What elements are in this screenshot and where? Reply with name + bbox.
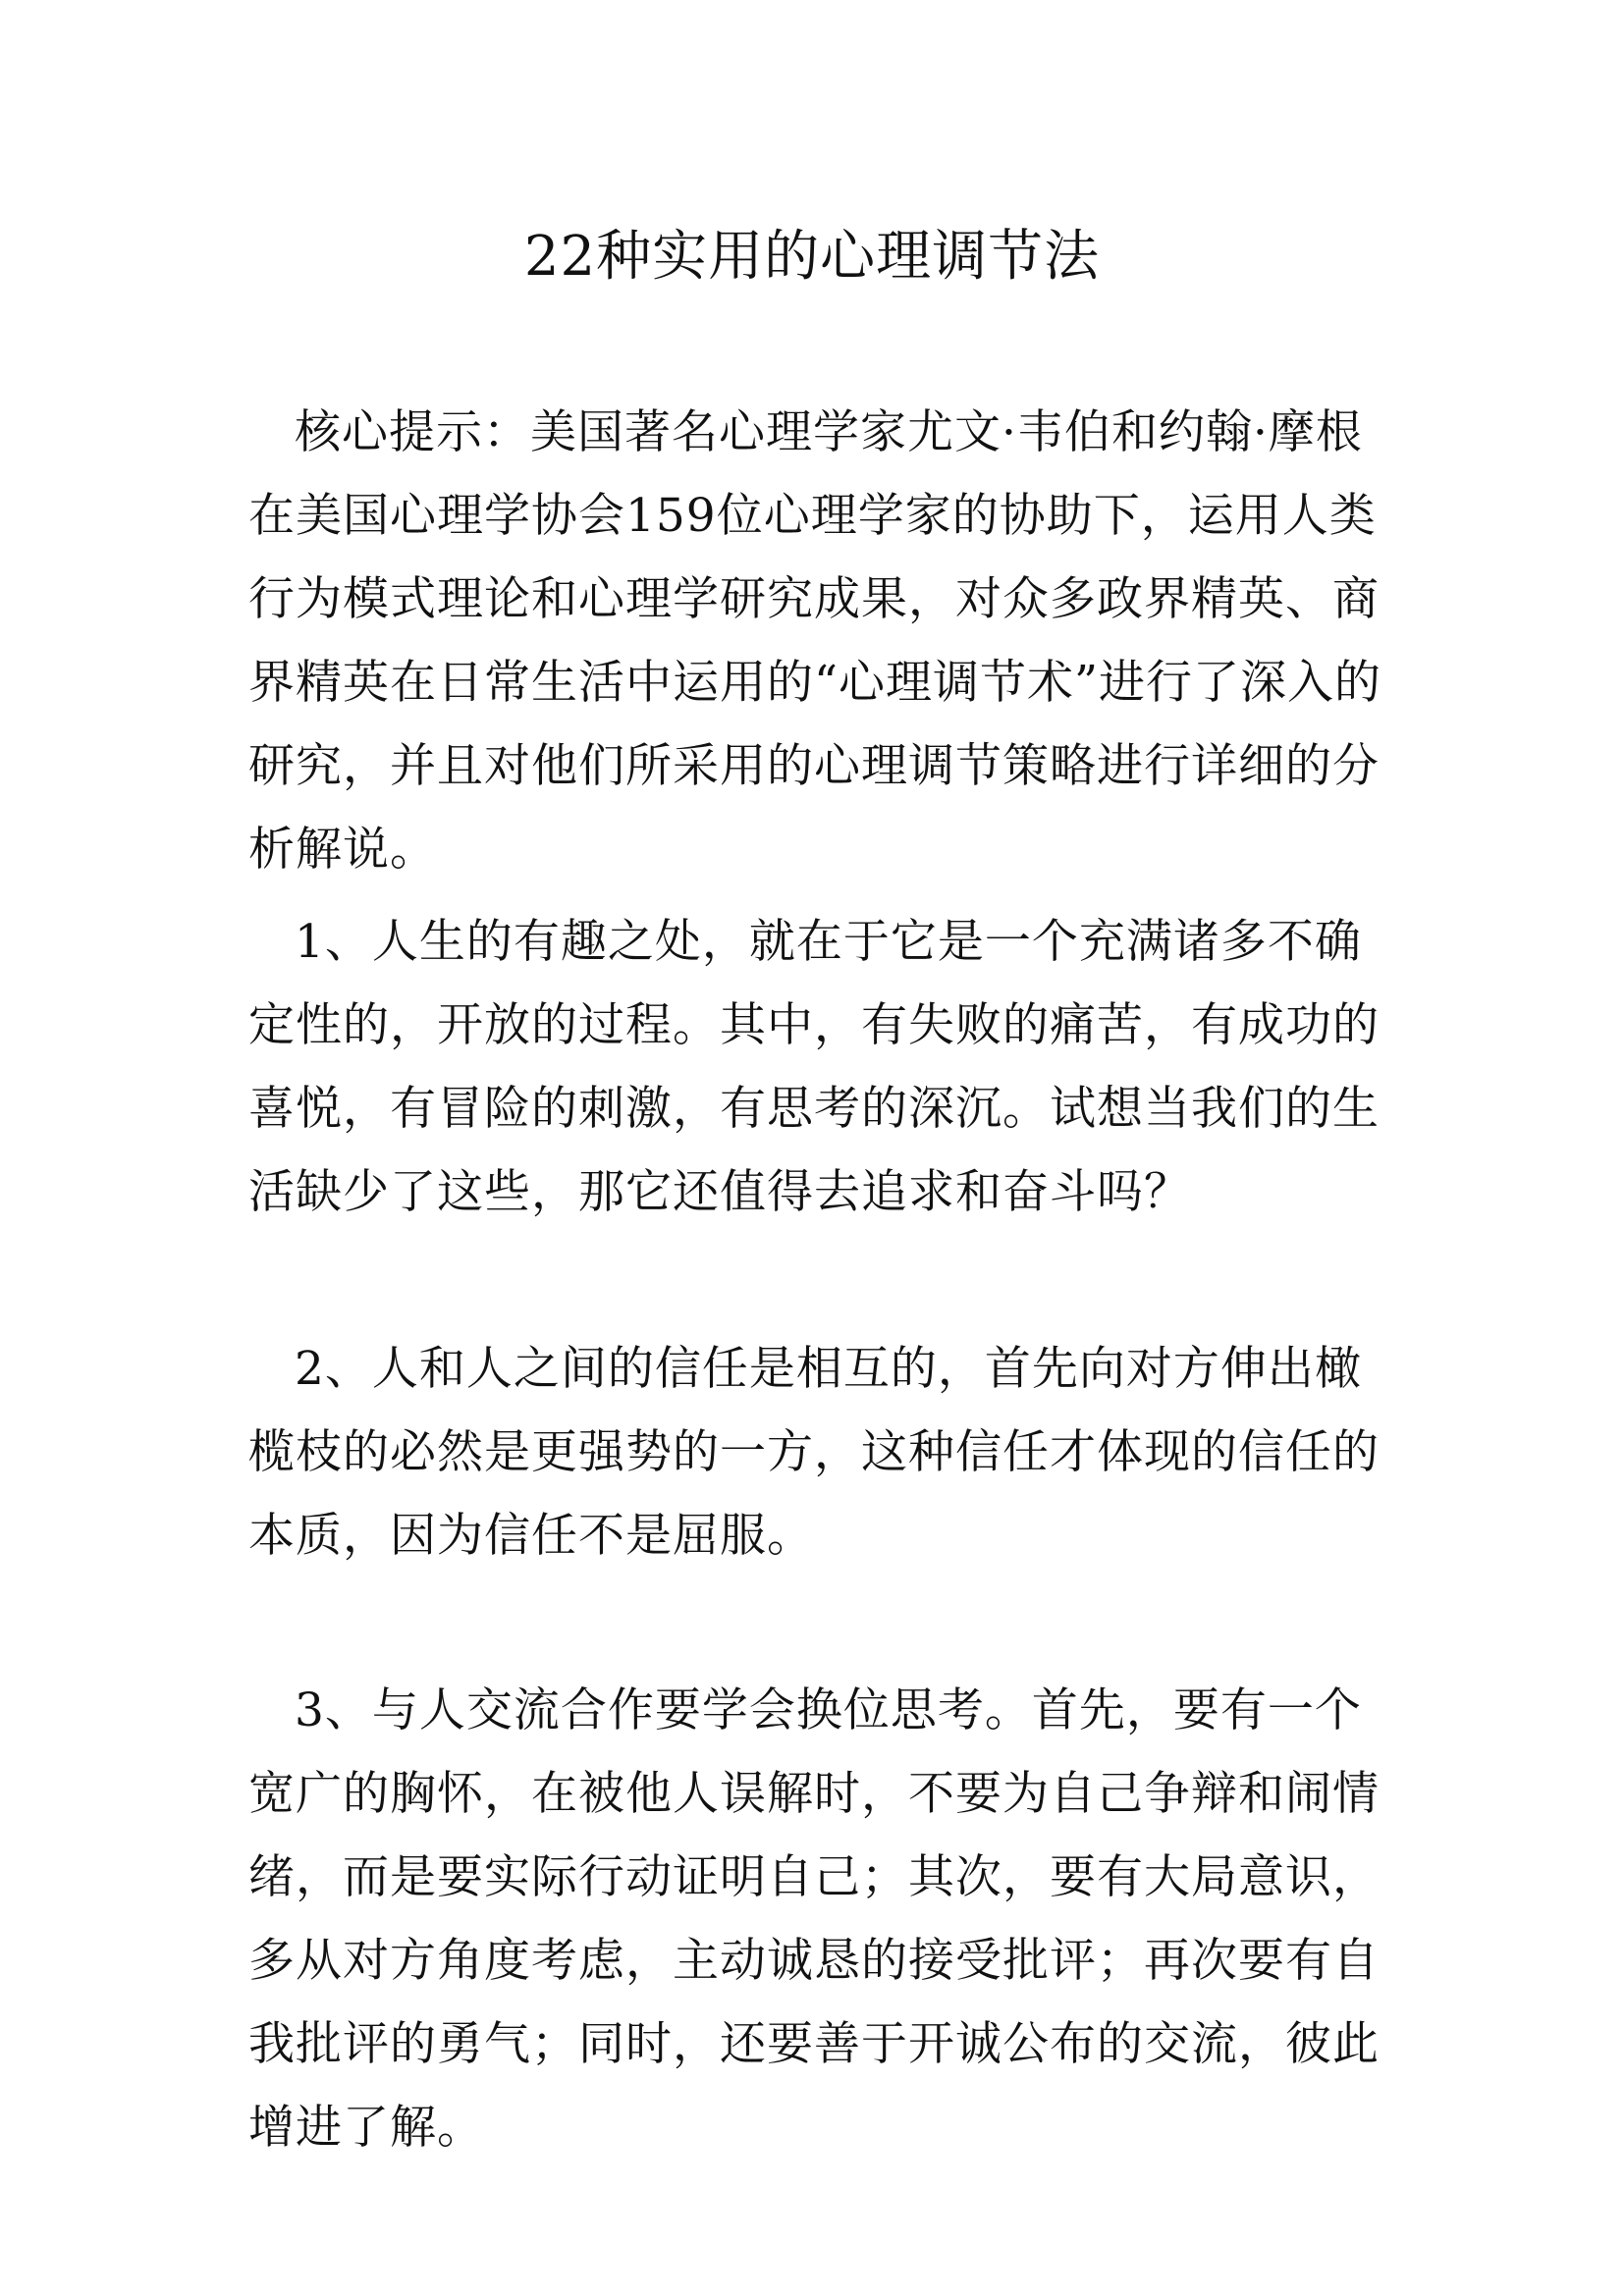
paragraph-item-3: 3、与人交流合作要学会换位思考。首先，要有一个宽广的胸怀，在被他人误解时，不要为自己争辩和闹情绪，而是要实际行动证明自己；其次，要有大局意识，多从对方角度考虑，主动诚恳的接受批评；再次要有自我批评的勇气；同时，还要善于开诚公布的交流，彼此增进了解。 (248, 1683, 1380, 2155)
intro-paragraph: 核心提示：美国著名心理学家尤文·韦伯和约翰·摩根在美国心理学协会159位心理学家的协助下，运用人类行为模式理论和心理学研究成果，对众多政界精英、商界精英在日常生活中运用的“心理调节术”进行了深入的研究，并且对他们所采用的心理调节策略进行详细的分析解说。 (248, 405, 1382, 877)
page-title: 22种实用的心理调节法 (523, 225, 1101, 289)
paragraph-item-1: 1、人生的有趣之处，就在于它是一个充满诸多不确定性的，开放的过程。其中，有失败的痛苦，有成功的喜悦，有冒险的刺激，有思考的深沉。试想当我们的生活缺少了这些，那它还值得去追求和奋斗吗？ (248, 915, 1380, 1219)
paragraph-item-2: 2、人和人之间的信任是相互的，首先向对方伸出橄榄枝的必然是更强势的一方，这种信任才体现的信任的本质，因为信任不是屈服。 (248, 1342, 1380, 1563)
